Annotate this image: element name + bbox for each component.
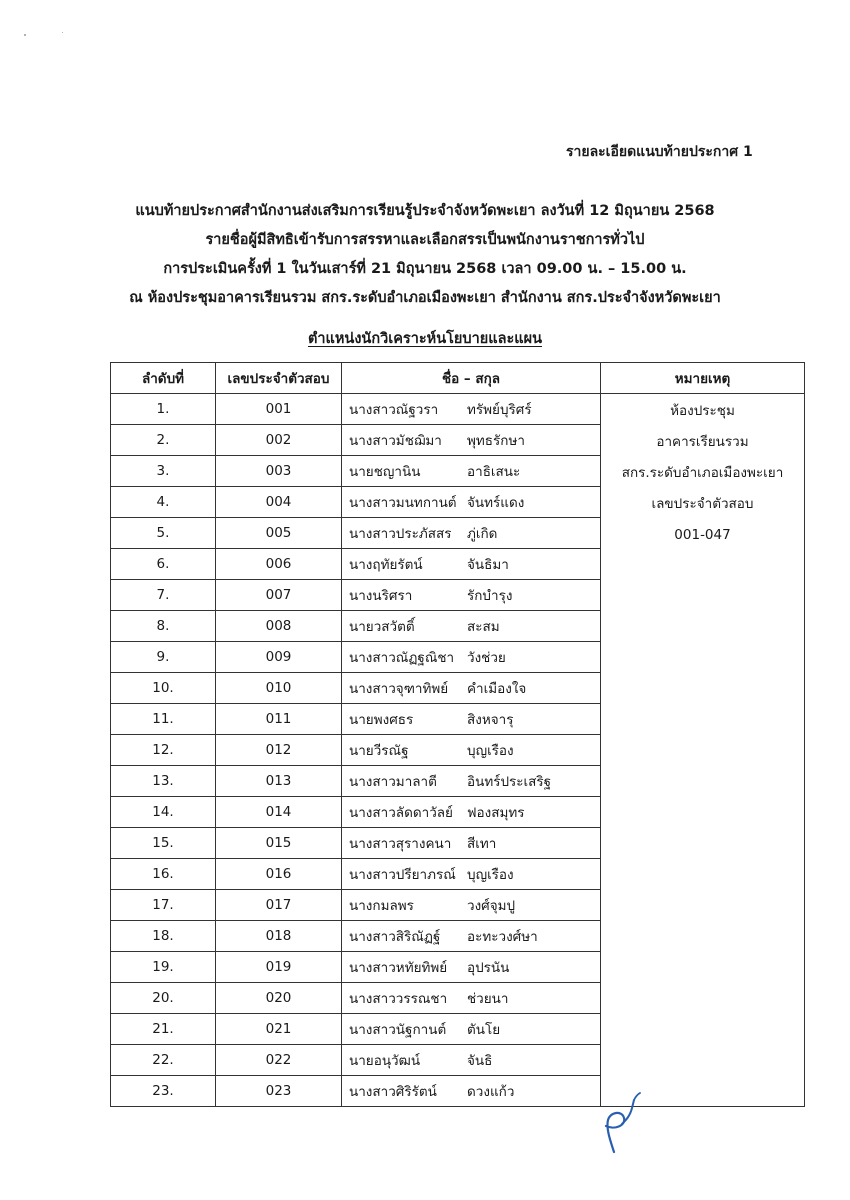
row-number: 9. [111,642,216,673]
header-line: การประเมินครั้งที่ 1 ในวันเสาร์ที่ 21 มิถุนายน 2568 เวลา 09.00 น. – 15.00 น. [163,261,687,277]
row-number: 8. [111,611,216,642]
candidate-first-name: นางสาวมนทกานต์ [349,495,457,511]
exam-id: 016 [216,859,342,890]
exam-id: 013 [216,766,342,797]
remark-line: 001-047 [674,527,731,543]
candidate-name-cell [342,797,601,828]
exam-id: 014 [216,797,342,828]
candidate-name-cell [342,890,601,921]
row-number: 5. [111,518,216,549]
candidate-surname: คำเมืองใจ [467,681,527,697]
candidate-surname: อุปรนัน [467,960,510,976]
row-number: 2. [111,425,216,456]
exam-id: 010 [216,673,342,704]
exam-id: 019 [216,952,342,983]
candidate-first-name: นายวีรณัฐ [349,743,409,759]
scan-speck [62,32,63,33]
candidate-name-cell [342,518,601,549]
candidate-surname: บุญเรือง [467,743,514,759]
candidate-surname: วังช่วย [467,650,506,666]
candidate-surname: บุญเรือง [467,867,514,883]
candidate-surname: ทรัพย์บุริศร์ [467,402,532,418]
candidate-first-name: นายวสวัตติ์ [349,619,415,635]
exam-id: 004 [216,487,342,518]
remark-line: ห้องประชุม [670,403,735,419]
row-number: 6. [111,549,216,580]
candidate-surname: สีเทา [467,836,497,852]
row-number: 23. [111,1076,216,1107]
row-number: 3. [111,456,216,487]
row-number: 16. [111,859,216,890]
candidate-name-cell [342,766,601,797]
candidate-surname: อาธิเสนะ [467,464,521,480]
exam-id: 009 [216,642,342,673]
column-header-remark: หมายเหตุ [601,363,805,394]
row-number: 7. [111,580,216,611]
header-line: รายชื่อผู้มีสิทธิเข้ารับการสรรหาและเลือกสรรเป็นพนักงานราชการทั่วไป [205,232,645,248]
row-number: 15. [111,828,216,859]
candidate-first-name: นางสาวณัฏฐณิชา [349,650,455,666]
candidate-first-name: นางสาวหทัยทิพย์ [349,960,448,976]
position-title-text: ตำแหน่งนักวิเคราะห์นโยบายและแผน [307,331,543,347]
candidate-surname: จันทร์แดง [467,495,525,511]
exam-id: 006 [216,549,342,580]
candidate-surname: ช่วยนา [467,991,509,1007]
candidate-name-cell [342,1076,601,1107]
candidate-first-name: นางสาวจุฑาทิพย์ [349,681,449,697]
remark-cell [601,394,805,1107]
exam-id: 015 [216,828,342,859]
candidate-first-name: นางสาวมัชฌิมา [349,433,442,449]
candidate-name-cell [342,456,601,487]
handwritten-signature-icon [592,1090,672,1160]
candidate-first-name: นางสาวสุรางคนา [349,836,452,852]
candidate-surname: รักบำรุง [467,588,513,604]
candidate-surname: ภู่เกิด [467,526,498,542]
row-number: 22. [111,1045,216,1076]
exam-id: 003 [216,456,342,487]
row-number: 12. [111,735,216,766]
row-number: 10. [111,673,216,704]
candidate-first-name: นายอนุวัฒน์ [349,1053,421,1069]
candidate-surname: อะทะวงศ์ษา [467,929,538,945]
candidate-first-name: นางสาวปรียาภรณ์ [349,867,456,883]
header-line: ณ ห้องประชุมอาคารเรียนรวม สกร.ระดับอำเภอเมืองพะเยา สำนักงาน สกร.ประจำจังหวัดพะเยา [129,290,721,306]
exam-id: 012 [216,735,342,766]
candidate-name-cell [342,1014,601,1045]
column-header-no: ลำดับที่ [111,363,216,394]
candidate-first-name: นางฤทัยรัตน์ [349,557,423,573]
candidate-name-cell [342,673,601,704]
row-number: 17. [111,890,216,921]
candidate-surname: จันธิ [467,1053,493,1069]
candidate-name-cell [342,952,601,983]
candidate-first-name: นายชญานิน [349,464,421,480]
candidate-surname: ดวงแก้ว [467,1084,515,1100]
candidate-table [110,362,805,1107]
candidate-name-cell [342,611,601,642]
candidate-name-cell [342,983,601,1014]
remark-line: สกร.ระดับอำเภอเมืองพะเยา [621,465,784,481]
candidate-name-cell [342,1045,601,1076]
column-header-exam-id: เลขประจำตัวสอบ [216,363,342,394]
candidate-first-name: นายพงศธร [349,712,414,728]
attachment-reference: รายละเอียดแนบท้ายประกาศ 1 [566,144,753,160]
candidate-surname: ฟองสมุทร [467,805,525,821]
candidate-surname: วงศ์จุมปู [467,898,516,914]
candidate-first-name: นางสาวประภัสสร [349,526,452,542]
candidate-first-name: นางสาวสิริณัฏฐ์ [349,929,441,945]
candidate-first-name: นางสาวศิริรัตน์ [349,1084,437,1100]
exam-id: 022 [216,1045,342,1076]
header-line: แนบท้ายประกาศสำนักงานส่งเสริมการเรียนรู้ประจำจังหวัดพะเยา ลงวันที่ 12 มิถุนายน 2568 [135,203,715,219]
candidate-first-name: นางสาวนัฐกานต์ [349,1022,447,1038]
candidate-name-cell [342,642,601,673]
candidate-name-cell [342,735,601,766]
candidate-surname: อินทร์ประเสริฐ [467,774,552,790]
table-body [111,394,805,1107]
remark-line: เลขประจำตัวสอบ [651,496,754,512]
candidate-first-name: นางสาวลัดดาวัลย์ [349,805,453,821]
position-title [0,327,850,350]
candidate-name-cell [342,859,601,890]
exam-id: 023 [216,1076,342,1107]
exam-id: 008 [216,611,342,642]
candidate-first-name: นางสาวมาลาตี [349,774,437,790]
candidate-name-cell [342,549,601,580]
candidate-surname: สะสม [467,619,500,635]
exam-id: 002 [216,425,342,456]
row-number: 19. [111,952,216,983]
candidate-name-cell [342,487,601,518]
candidate-surname: ตันโย [467,1022,501,1038]
candidate-name-cell [342,921,601,952]
table-row [111,394,805,425]
exam-id: 007 [216,580,342,611]
candidate-name-cell [342,704,601,735]
candidate-first-name: นางนริศรา [349,588,413,604]
exam-id: 018 [216,921,342,952]
column-header-name: ชื่อ – สกุล [342,363,601,394]
announcement-header [0,197,850,313]
exam-id: 021 [216,1014,342,1045]
scan-speck [24,34,26,36]
candidate-name-cell [342,828,601,859]
candidate-surname: จันธิมา [467,557,509,573]
exam-id: 001 [216,394,342,425]
exam-id: 017 [216,890,342,921]
candidate-first-name: นางสาววรรณชา [349,991,448,1007]
row-number: 21. [111,1014,216,1045]
candidate-first-name: นางกมลพร [349,898,414,914]
row-number: 1. [111,394,216,425]
candidate-name-cell [342,580,601,611]
candidate-name-cell [342,394,601,425]
candidate-surname: พุทธรักษา [467,433,525,449]
row-number: 4. [111,487,216,518]
exam-id: 011 [216,704,342,735]
candidate-name-cell [342,425,601,456]
row-number: 11. [111,704,216,735]
row-number: 14. [111,797,216,828]
exam-id: 005 [216,518,342,549]
row-number: 18. [111,921,216,952]
remark-line: อาคารเรียนรวม [656,434,749,450]
candidate-surname: สิงหจารุ [467,712,514,728]
candidate-first-name: นางสาวณัฐวรา [349,402,439,418]
table-header-row [111,363,805,394]
row-number: 13. [111,766,216,797]
exam-id: 020 [216,983,342,1014]
row-number: 20. [111,983,216,1014]
